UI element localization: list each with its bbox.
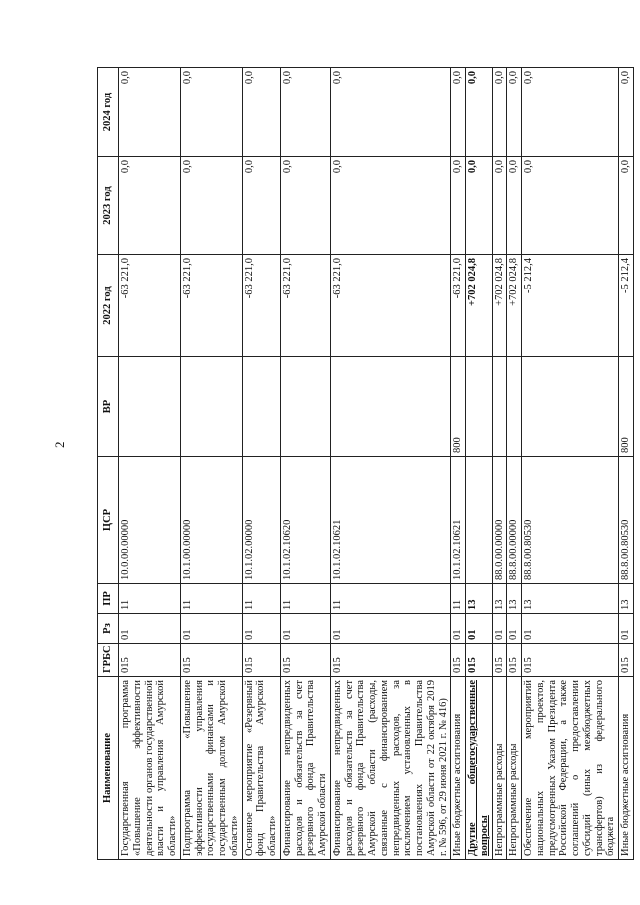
cell-y2023: 0,0 — [119, 157, 181, 255]
cell-y2024: 0,0 — [330, 68, 451, 157]
cell-y2023: 0,0 — [451, 157, 466, 255]
rotated-table-container — [97, 68, 631, 860]
cell-pr: 13 — [466, 584, 493, 614]
cell-csr: 88.8.00.80530 — [522, 457, 619, 584]
cell-name: Основное мероприятие «Резервный фонд Правительства Амурской области» — [242, 677, 280, 860]
header-rz: Рз — [98, 614, 119, 644]
cell-grbs: 015 — [280, 644, 330, 677]
cell-grbs: 015 — [180, 644, 242, 677]
table-row — [451, 68, 466, 860]
cell-vr — [507, 357, 522, 457]
table-row — [522, 68, 619, 860]
cell-vr — [492, 357, 507, 457]
cell-y2022: -63 221,0 — [280, 255, 330, 357]
cell-name: Непрограммные расходы — [492, 677, 507, 860]
cell-rz: 01 — [619, 614, 634, 644]
cell-pr: 13 — [507, 584, 522, 614]
cell-grbs: 015 — [451, 644, 466, 677]
cell-csr — [466, 457, 493, 584]
header-2023: 2023 год — [98, 157, 119, 255]
cell-grbs: 015 — [492, 644, 507, 677]
cell-rz: 01 — [522, 614, 619, 644]
cell-y2022: -63 221,0 — [242, 255, 280, 357]
cell-pr: 11 — [280, 584, 330, 614]
cell-name: Финансирование непредвиденных расходов и обязательств за счет резервного фонда Правительства Амурской области — [280, 677, 330, 860]
cell-pr: 11 — [451, 584, 466, 614]
cell-vr — [280, 357, 330, 457]
table-row — [466, 68, 493, 860]
cell-pr: 11 — [119, 584, 181, 614]
table-row — [507, 68, 522, 860]
cell-rz: 01 — [242, 614, 280, 644]
cell-y2022: -5 212,4 — [522, 255, 619, 357]
cell-y2023: 0,0 — [466, 157, 493, 255]
cell-y2024: 0,0 — [507, 68, 522, 157]
cell-vr — [242, 357, 280, 457]
cell-csr: 88.0.00.00000 — [492, 457, 507, 584]
cell-y2024: 0,0 — [619, 68, 634, 157]
table-row — [492, 68, 507, 860]
table-body — [119, 68, 634, 860]
cell-grbs: 015 — [119, 644, 181, 677]
cell-vr — [330, 357, 451, 457]
table-row — [119, 68, 181, 860]
cell-y2023: 0,0 — [619, 157, 634, 255]
cell-y2022: +702 024,8 — [507, 255, 522, 357]
cell-y2022: -63 221,0 — [330, 255, 451, 357]
header-name: Наименование — [98, 677, 119, 860]
cell-rz: 01 — [119, 614, 181, 644]
cell-y2023: 0,0 — [330, 157, 451, 255]
cell-name: Непрограммные расходы — [507, 677, 522, 860]
table-row — [280, 68, 330, 860]
cell-csr: 10.1.02.00000 — [242, 457, 280, 584]
cell-csr: 10.0.00.00000 — [119, 457, 181, 584]
table-row — [180, 68, 242, 860]
cell-name: Государственная программа «Повышение эффективности деятельности органов государственной власти и управления Амурской области» — [119, 677, 181, 860]
cell-csr: 88.8.00.80530 — [619, 457, 634, 584]
cell-y2022: -5 212,4 — [619, 255, 634, 357]
cell-y2023: 0,0 — [180, 157, 242, 255]
cell-vr — [119, 357, 181, 457]
cell-rz: 01 — [451, 614, 466, 644]
header-csr: ЦСР — [98, 457, 119, 584]
cell-csr: 10.1.02.10620 — [280, 457, 330, 584]
header-2024: 2024 год — [98, 68, 119, 157]
cell-grbs: 015 — [466, 644, 493, 677]
cell-pr: 11 — [242, 584, 280, 614]
cell-name: Иные бюджетные ассигнования — [451, 677, 466, 860]
header-2022: 2022 год — [98, 255, 119, 357]
cell-y2024: 0,0 — [451, 68, 466, 157]
cell-grbs: 015 — [619, 644, 634, 677]
table-header-row — [98, 68, 119, 860]
table-row — [330, 68, 451, 860]
page-number: 2 — [52, 441, 67, 448]
cell-rz: 01 — [466, 614, 493, 644]
cell-grbs: 015 — [330, 644, 451, 677]
cell-csr: 10.1.02.10621 — [330, 457, 451, 584]
cell-y2022: +702 024,8 — [492, 255, 507, 357]
cell-rz: 01 — [330, 614, 451, 644]
cell-pr: 13 — [522, 584, 619, 614]
cell-pr: 13 — [619, 584, 634, 614]
cell-pr: 11 — [330, 584, 451, 614]
cell-pr: 11 — [180, 584, 242, 614]
cell-y2024: 0,0 — [492, 68, 507, 157]
cell-name: Финансирование непредвиденных расходов и обязательств за счет резервного фонда Правительства Амурской области (расходы, связанные с финансированием непредвиденных расходов, за исключением установленных в постановлениях Правительства Амурской области от 22 октября 2019 г. № 596, от 29 июня 2021 г. № 416) — [330, 677, 451, 860]
cell-vr: 800 — [451, 357, 466, 457]
cell-y2024: 0,0 — [242, 68, 280, 157]
cell-grbs: 015 — [522, 644, 619, 677]
cell-csr: 10.1.02.10621 — [451, 457, 466, 584]
cell-vr — [522, 357, 619, 457]
table-row — [619, 68, 634, 860]
cell-y2024: 0,0 — [522, 68, 619, 157]
cell-y2023: 0,0 — [242, 157, 280, 255]
cell-y2024: 0,0 — [119, 68, 181, 157]
cell-y2023: 0,0 — [507, 157, 522, 255]
cell-y2024: 0,0 — [466, 68, 493, 157]
cell-y2022: -63 221,0 — [180, 255, 242, 357]
cell-csr: 10.1.00.00000 — [180, 457, 242, 584]
cell-grbs: 015 — [507, 644, 522, 677]
cell-name: Подпрограмма «Повышение эффективности управления государственными финансами и государственным долгом Амурской области» — [180, 677, 242, 860]
cell-rz: 01 — [180, 614, 242, 644]
header-vr: ВР — [98, 357, 119, 457]
cell-y2024: 0,0 — [180, 68, 242, 157]
cell-y2023: 0,0 — [280, 157, 330, 255]
cell-rz: 01 — [492, 614, 507, 644]
cell-y2023: 0,0 — [492, 157, 507, 255]
header-pr: ПР — [98, 584, 119, 614]
cell-y2024: 0,0 — [280, 68, 330, 157]
cell-name: Иные бюджетные ассигнования — [619, 677, 634, 860]
cell-grbs: 015 — [242, 644, 280, 677]
cell-name: Обеспечение мероприятий национальных проектов, предусмотренных Указом Президента Российской Федерации, а также соглашений о предоставлении субсидий (иных межбюджетных трансфертов) из федерального бюджета — [522, 677, 619, 860]
cell-y2022: +702 024,8 — [466, 255, 493, 357]
cell-y2022: -63 221,0 — [119, 255, 181, 357]
budget-table — [97, 67, 634, 860]
cell-rz: 01 — [507, 614, 522, 644]
cell-vr — [180, 357, 242, 457]
cell-y2022: -63 221,0 — [451, 255, 466, 357]
cell-csr: 88.8.00.00000 — [507, 457, 522, 584]
cell-vr: 800 — [619, 357, 634, 457]
header-grbs: ГРБС — [98, 644, 119, 677]
table-row — [242, 68, 280, 860]
cell-name: Другие общегосударственные вопросы — [466, 677, 493, 860]
cell-vr — [466, 357, 493, 457]
cell-rz: 01 — [280, 614, 330, 644]
cell-pr: 13 — [492, 584, 507, 614]
cell-y2023: 0,0 — [522, 157, 619, 255]
